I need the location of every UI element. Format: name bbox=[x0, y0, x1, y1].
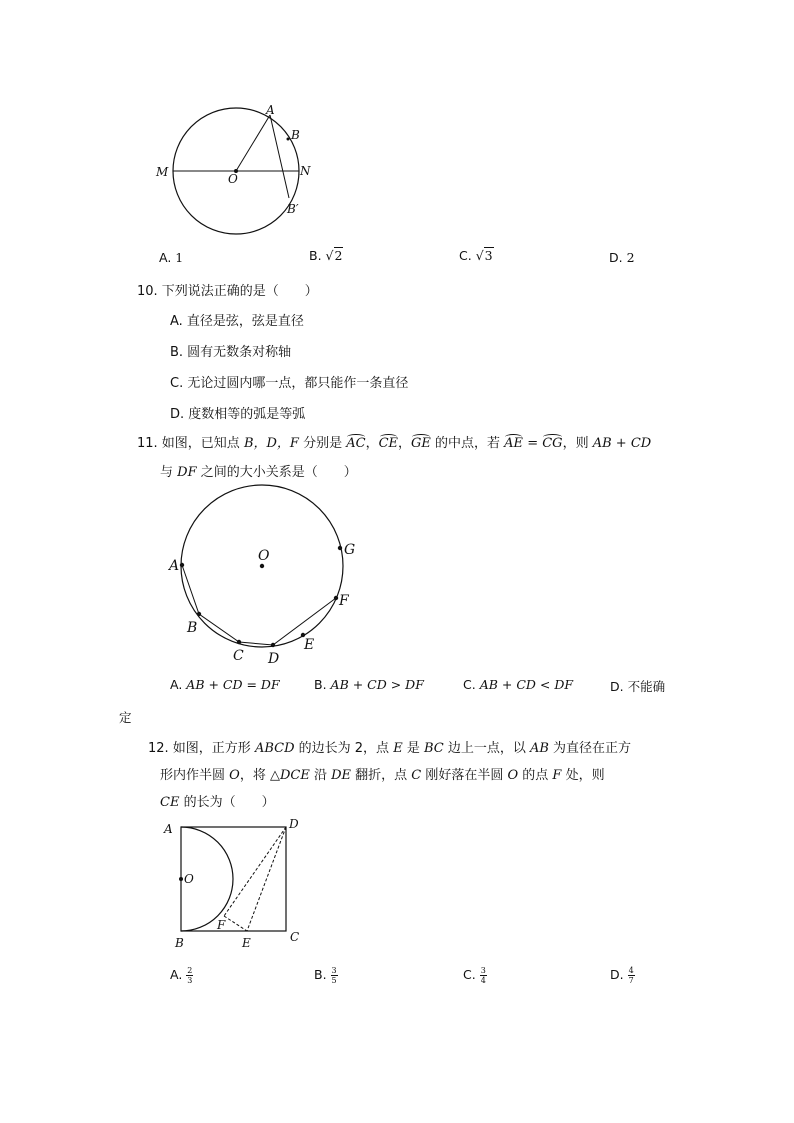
q11-figure bbox=[165, 480, 365, 670]
q10-option-c: C. 无论过圆内哪一点，都只能作一条直径 bbox=[170, 376, 409, 391]
q9-segment-oa bbox=[236, 115, 270, 171]
q12-label-e: E bbox=[242, 936, 251, 950]
q11-label-e: E bbox=[304, 637, 315, 653]
q11-point-c bbox=[237, 640, 241, 644]
q9-option-c: C. √3 bbox=[459, 248, 493, 263]
q12-label-b: B bbox=[175, 936, 184, 950]
q11-label-f: F bbox=[339, 593, 349, 609]
q11-stem-line1: 11. 如图，已知点 B，D，F 分别是 AC，CE，GE 的中点，若 AE = CG，则 AB + CD bbox=[137, 436, 652, 451]
q9-point-b bbox=[287, 138, 290, 141]
q9-label-o: O bbox=[228, 172, 238, 186]
q11-option-d-wrap: 定 bbox=[119, 710, 132, 725]
q9-label-n: N bbox=[300, 164, 311, 178]
q11-label-o: O bbox=[258, 548, 270, 564]
q12-stem-line1: 12. 如图，正方形 ABCD 的边长为 2，点 E 是 BC 边上一点，以 AB 为直径在正方 bbox=[148, 741, 632, 756]
q11-label-d: D bbox=[268, 651, 280, 667]
q11-point-o bbox=[260, 564, 264, 568]
q12-option-c: C. $\frac{3}{4}$ bbox=[463, 966, 486, 985]
q10-option-a: A. 直径是弦，弦是直径 bbox=[170, 314, 304, 329]
q11-option-a: A. AB + CD = DF bbox=[170, 677, 280, 692]
q9-label-m: M bbox=[156, 165, 169, 179]
q11-label-c: C bbox=[233, 648, 244, 664]
q11-point-f bbox=[334, 596, 338, 600]
q12-figure bbox=[160, 815, 310, 955]
q9-label-b: B bbox=[291, 128, 300, 142]
q12-stem-line2: 形内作半圆 O，将 △DCE 沿 DE 翻折，点 C 刚好落在半圆 O 的点 F 处，则 bbox=[160, 768, 605, 783]
q9-option-a: A. 1 bbox=[159, 250, 184, 265]
q9-segment-ab2 bbox=[270, 115, 289, 198]
q11-option-b: B. AB + CD > DF bbox=[314, 677, 424, 692]
q12-label-c: C bbox=[290, 930, 300, 944]
q11-label-g: G bbox=[344, 542, 356, 558]
q9-option-d: D. 2 bbox=[609, 250, 635, 265]
q11-label-a: A bbox=[169, 558, 180, 574]
q11-point-g bbox=[338, 546, 342, 550]
q12-stem-line3: CE 的长为（ ） bbox=[160, 795, 275, 810]
q12-label-d: D bbox=[289, 817, 299, 831]
q11-point-a bbox=[180, 563, 184, 567]
q12-dashed-df bbox=[224, 827, 286, 916]
q9-option-b: B. √2 bbox=[309, 248, 343, 263]
q12-point-o bbox=[179, 877, 183, 881]
q12-label-a: A bbox=[164, 822, 173, 836]
q10-option-d: D. 度数相等的弧是等弧 bbox=[170, 407, 306, 422]
q11-option-d: D. 不能确 bbox=[610, 679, 666, 694]
q10-stem: 10. 下列说法正确的是（ ） bbox=[137, 284, 318, 299]
q11-stem-line2: 与 DF 之间的大小关系是（ ） bbox=[160, 465, 357, 480]
q11-point-d bbox=[271, 643, 275, 647]
q12-label-o: O bbox=[184, 872, 194, 886]
q12-option-a: A. $\frac{2}{3}$ bbox=[170, 966, 193, 985]
q9-figure bbox=[150, 100, 330, 240]
q12-dashed-fe bbox=[224, 916, 247, 931]
q11-option-c: C. AB + CD < DF bbox=[463, 677, 574, 692]
q12-dashed-de bbox=[247, 827, 286, 931]
q10-option-b: B. 圆有无数条对称轴 bbox=[170, 345, 292, 360]
q11-label-b: B bbox=[187, 620, 198, 636]
q9-label-b-prime: B′ bbox=[287, 202, 299, 216]
q12-option-d: D. $\frac{4}{7}$ bbox=[610, 966, 634, 985]
q12-option-b: B. $\frac{3}{5}$ bbox=[314, 966, 337, 985]
q12-label-f: F bbox=[217, 918, 226, 932]
q9-label-a: A bbox=[266, 103, 275, 117]
q11-point-b bbox=[197, 612, 201, 616]
